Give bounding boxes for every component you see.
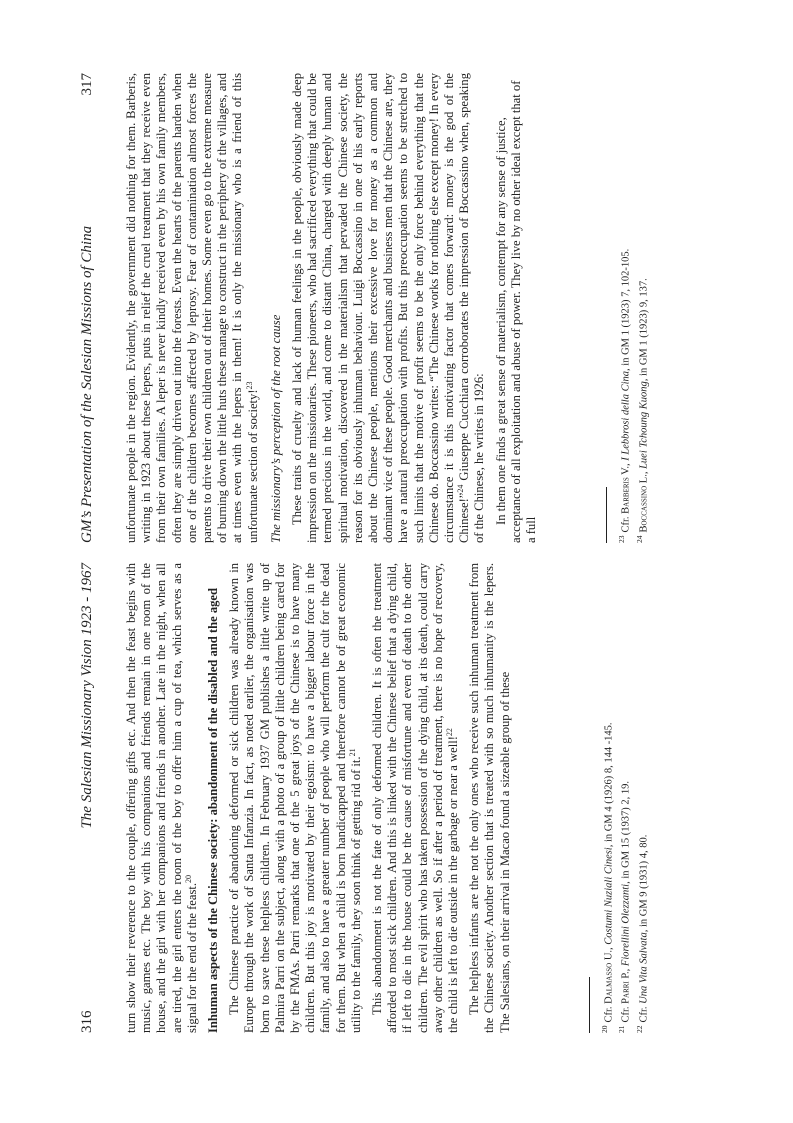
left-page-header <box>80 563 108 1033</box>
left-footnotes <box>589 563 651 1033</box>
footnote: $^{20}$Cfr. Dalmasso U., Costumi Nuziali Cinesi, in GM 4 (1926) 8, 144 -145. <box>599 722 614 1033</box>
section-heading: Inhuman aspects of the Chinese society: abandonment of the disabled and the aged <box>206 587 221 1033</box>
footnote-divider <box>606 487 607 543</box>
left-page <box>80 563 650 1033</box>
footnote-ref: 20 <box>183 874 193 883</box>
right-page-number: 317 <box>79 73 95 96</box>
block-quote: In them one finds a great sense of materialism, contempt for any sense of justice, acceptance of all exploitation and abuse of power. They live by no other ideal except that of a full <box>493 80 539 543</box>
left-page-body <box>124 563 513 1033</box>
footnote: $^{21}$Cfr. Parri P., Fiorellini Olezzanti, in GM 15 (1937) 2, 19. <box>617 780 632 1033</box>
footnote: $^{24}$Boccassino L., Luei Tchoung Kuong, in GM 1 (1923) 9, 137. <box>634 278 649 543</box>
footnote-ref: 21 <box>347 748 357 757</box>
footnote-ref: 23 <box>244 381 254 390</box>
right-footnotes <box>606 73 650 543</box>
right-paragraph: These traits of cruelty and lack of human feelings in the people, obviously made deep impression on the missionaries. These pioneers, who had sacrificed everything that could be termed precious in the world, and come to distant China, charged with deeply human and spiritual motivation, discovered in the materialism that pervaded the Chinese society, the reason for its obviously inhuman behaviour. Luigi Boccassino in one of his early reports about the Chinese people, mentions their excessive love for money as a common and dominant vice of these people. Good merchants and business men that the Chinese are, they have a natural preoccupation with profits. But this preoccupation seems to be stretched to such limits that the motive of profit seems to be the only force behind everything that the Chinese do. Boccassino writes: “The Chinese works for nothing else except money! In every circumstance it is this motivating factor that comes forward: money is the god of the Chinese!”$^{24}$ Giuseppe Cucchiara corroborates the impression of Boccassino when, speaking of the Chinese, he writes in 1926: <box>290 73 487 543</box>
left-running-title: The Salesian Missionary Vision 1923 - 1967 <box>79 563 95 829</box>
footnote-ref: 24 <box>456 484 466 493</box>
right-page-body <box>124 73 539 543</box>
footnote-ref: 22 <box>444 728 454 737</box>
footnote: $^{23}$Cfr. Barberis V., I Lebbrosi della Cina, in GM 1 (1923) 7, 102-105. <box>617 248 632 543</box>
left-page-number: 316 <box>79 1010 95 1033</box>
section-heading: The missionary’s perception of the root cause <box>268 314 283 543</box>
right-page <box>80 73 650 543</box>
footnote-divider <box>589 977 590 1033</box>
left-paragraph: The helpless infants are the not the only ones who receive such inhuman treatment from the Chinese society. Another section that is treated with so much inhumanity is the lepers. The Salesians, on their arrival in Macao found a sizeable group of these <box>467 563 512 1033</box>
left-paragraph: The Chinese practice of abandoning deformed or sick children was already known in Europe through the work of Santa Infanzia. In fact, as noted earlier, the organisation was born to save these helpless children. In February 1937 GM publishes a little write up of Palmira Parri on the subject, along with a photo of a group of little children being cared for by the FMAs. Parri remarks that one of the 5 great joys of the Chinese is to have many children. But this joy is motivated by their egoism: to have a bigger labour force in the family, and also to have a greater number of people who will perform the cult for the dead for them. But when a child is born handicapped and therefore cannot be of great economic utility to the family, they soon think of getting rid of it.$^{21}$ <box>227 563 363 1033</box>
right-running-title: GM’s Presentation of the Salesian Missions of China <box>79 225 95 543</box>
left-paragraph: turn show their reverence to the couple, offering gifts etc. And then the feast begins with music, games etc. The boy with his companions and friends remain in one room of the house, and the girl with her companions and friends in another. Late in the night, when all are tired, the girl enters the room of the boy to offer him a cup of tea, which serves as a signal for the end of the feast.$^{20}$ <box>124 563 199 1033</box>
left-paragraph: This abandonment is not the fate of only deformed children. It is often the treatment afforded to most sick children. And this is linked with the Chinese belief that a dying child, if left to die in the house could be the cause of misfortune and even of death to the other children. The evil spirit who has taken possession of the dying child, at its death, could carry away other children as well. So if after a period of treatment, there is no hope of recovery, the child is left to die outside in the garbage or near a well!$^{22}$ <box>370 563 461 1033</box>
footnote: $^{22}$Cfr. Una Vita Salvata, in GM 9 (1931) 4, 80. <box>634 834 649 1033</box>
right-page-header <box>80 73 108 543</box>
right-paragraph: unfortunate people in the region. Evidently, the government did nothing for them. Barberis, writing in 1923 about these lepers, puts in relief the cruel treatment that they receive even from their own families. A leper is never kindly received even by his own family members, often they are simply driven out into the forests. Even the hearts of the parents harden when one of the children becomes affected by leprosy. Fear of contamination almost forces the parents to drive their own children out of their homes. Some even go to the extreme measure of burning down the little huts these manage to construct in the periphery of the villages, and at times even with the lepers in them! It is only the missionary who is a friend of this unfortunate section of society!$^{23}$ <box>124 73 260 543</box>
